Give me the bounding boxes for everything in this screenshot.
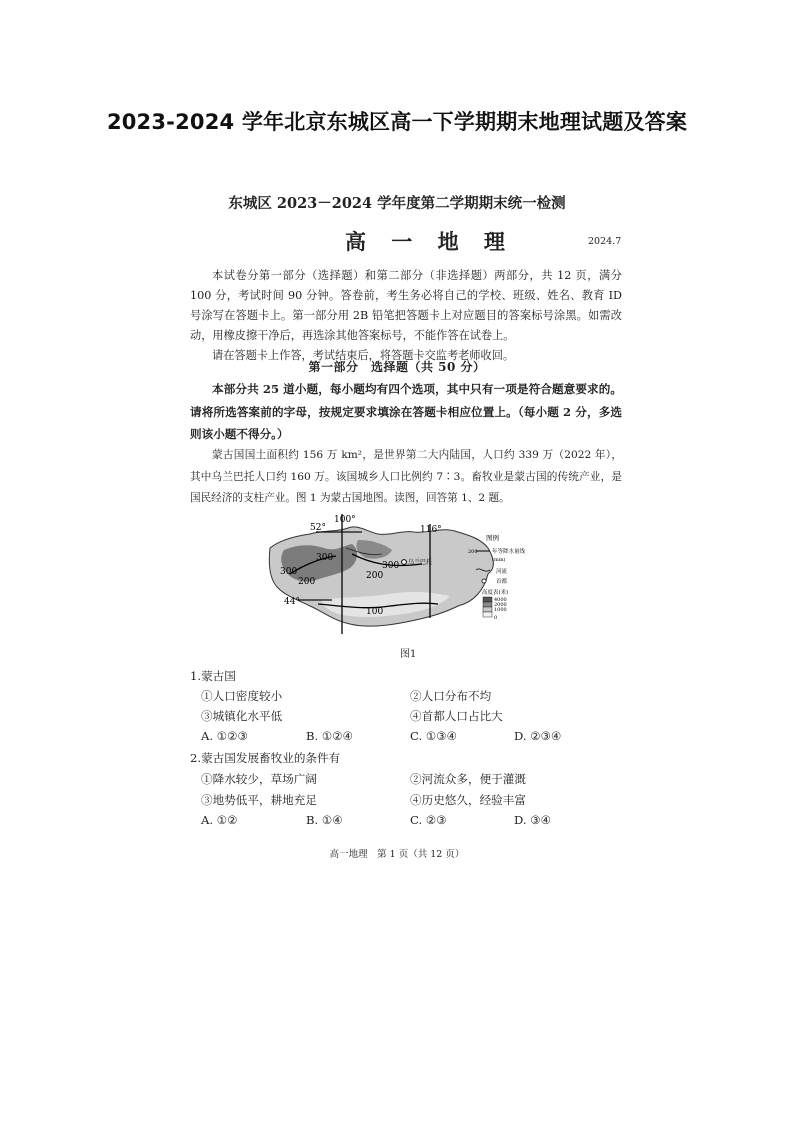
answer-option: D. ③④: [514, 813, 552, 827]
legend-elevation-value: 4000: [494, 597, 507, 603]
statement: ④首都人口占比大: [410, 709, 503, 723]
legend-elevation-value: 2000: [494, 602, 507, 608]
answer-option: B. ①②④: [306, 729, 354, 743]
question-number: 2.: [190, 751, 202, 765]
answer-option: C. ②③: [410, 813, 447, 827]
isoline-label: 200: [298, 577, 316, 587]
statement: ①人口密度较小: [201, 689, 283, 703]
legend-capital-symbol: [482, 579, 486, 583]
lon-label: 116°: [420, 525, 442, 535]
legend-isoline-unit: (mm): [492, 557, 506, 563]
question-2: [190, 750, 340, 766]
legend-title: 图例: [486, 534, 499, 542]
mongolia-map-figure: [262, 510, 552, 640]
document-title: 2023-2024 学年北京东城区高一下学期期末地理试题及答案: [106, 110, 688, 134]
question-stem-text: 蒙古国: [201, 669, 236, 683]
exam-date: 2024.7: [588, 236, 622, 247]
answer-option: B. ①④: [306, 813, 343, 827]
legend-isoline-value: 200: [468, 549, 478, 555]
subject-heading: 高 一 地 理: [345, 229, 514, 254]
section-intro: [190, 378, 622, 446]
lat-label: 52°: [310, 523, 326, 533]
instructions: [190, 266, 622, 366]
answer-option: D. ②③④: [514, 729, 562, 743]
question-stem-text: 蒙古国发展畜牧业的条件有: [201, 751, 341, 765]
instruction-paragraph: 请在答题卡上作答，考试结束后，将答题卡交监考老师收回。: [212, 349, 515, 362]
lat-label: 44°: [284, 597, 300, 607]
statement: ④历史悠久，经验丰富: [410, 793, 526, 807]
statement: ③地势低平，耕地充足: [201, 793, 317, 807]
section-intro-text: 本部分共 25 道小题，每小题均有四个选项，其中只有一项是符合题意要求的。请将所选答案前的字母，按规定要求填涂在答题卡相应位置上。（每小题 2 分，多选则该小题不得分。）: [190, 382, 622, 441]
statement: ②河流众多，便于灌溉: [410, 772, 526, 786]
isoline-label: 300: [316, 553, 334, 563]
capital-label: 乌兰巴托: [408, 559, 433, 566]
isoline-label: 300: [280, 567, 298, 577]
legend-elevation-swatch: [483, 607, 492, 612]
legend-capital-label: 首都: [496, 579, 508, 585]
capital-marker: [402, 560, 407, 565]
figure-caption: 图1: [400, 649, 417, 660]
legend-elevation-swatch: [483, 602, 492, 607]
statement: ①降水较少，草场广阔: [201, 772, 317, 786]
statement: ③城镇化水平低: [201, 709, 283, 723]
lon-label: 100°: [334, 515, 356, 525]
exam-title: 东城区 2023－2024 学年度第二学期期末统一检测: [228, 195, 566, 212]
section-heading: 第一部分 选择题（共 50 分）: [308, 360, 486, 374]
statement: ②人口分布不均: [410, 689, 492, 703]
page-footer: 高一地理 第 1 页（共 12 页）: [329, 849, 465, 860]
isoline-label: 200: [366, 571, 384, 581]
mongolia-map: [269, 514, 493, 634]
isoline-label: 100: [366, 607, 384, 617]
question-stem-text: 蒙古国国土面积约 156 万 km²，是世界第二大内陆国，人口约 339 万（2022 年），其中乌兰巴托人口约 160 万。该国城乡人口比例约 7∶3。畜牧业是蒙古国的传统产业，是国民经济的支柱产业。图 1 为蒙古国地图。读图，回答第 1、2 题。: [190, 449, 622, 504]
legend-elevation-value: 0: [494, 615, 498, 621]
legend-elevation-swatch: [483, 597, 492, 602]
isoline-label: 300: [382, 561, 400, 571]
legend-isoline-label: 年等降水量线: [492, 549, 526, 555]
question-number: 1.: [190, 669, 202, 683]
question-1: [190, 668, 236, 684]
legend-elevation-title: 高度表(米): [482, 590, 509, 596]
answer-option: A. ①②: [201, 813, 238, 827]
question-stem: [190, 445, 622, 510]
instruction-paragraph: 本试卷分第一部分（选择题）和第二部分（非选择题）两部分，共 12 页，满分 100 分，考试时间 90 分钟。答卷前，考生务必将自己的学校、班级、姓名、教育 ID 号涂写在答题卡上。第一部分用 2B 铅笔把答题卡上对应题目的答案标号涂黑。如需改动，用橡皮擦干净后，再选涂其他答案标号，不能作答在试卷上。: [190, 269, 622, 342]
legend-elevation-value: 1000: [494, 607, 507, 613]
legend-river-label: 河流: [496, 569, 508, 575]
legend-elevation-swatch: [483, 612, 492, 617]
answer-option: A. ①②③: [201, 729, 248, 743]
answer-option: C. ①③④: [410, 729, 458, 743]
